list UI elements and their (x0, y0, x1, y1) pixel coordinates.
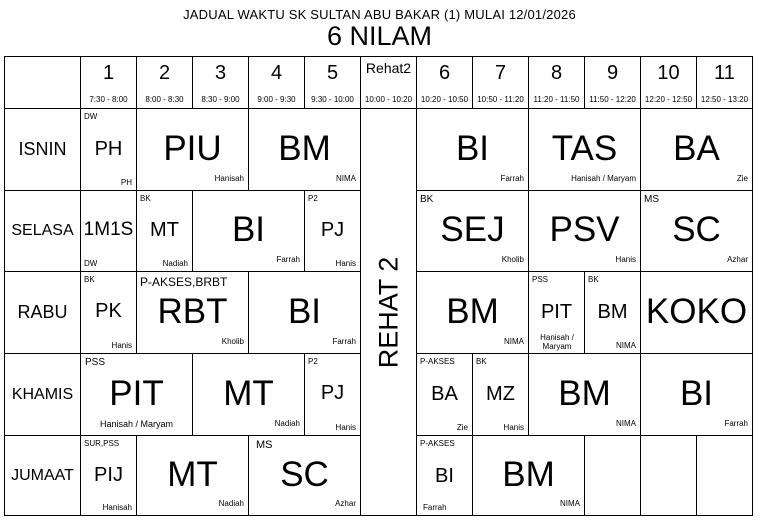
slot-selasa-p10-11 (641, 191, 752, 271)
slot-jumaat-p6 (417, 436, 472, 515)
subject-code: PIT (540, 301, 573, 323)
slot-isnin-p6-7 (417, 109, 528, 190)
day-label-selasa (5, 191, 80, 271)
subject-code: MT (167, 455, 218, 494)
day-name: KHAMIS (11, 385, 74, 403)
period-number: 6 (438, 62, 451, 84)
period-header-9 (585, 57, 640, 108)
slot-jumaat-p9 (585, 436, 640, 515)
period-time: 9:30 - 10:00 (311, 95, 354, 104)
slot-isnin-p4-5 (249, 109, 360, 190)
period-number: 11 (714, 62, 735, 84)
slot-jumaat-p10 (641, 436, 696, 515)
teacher-name: Azhar (727, 255, 748, 264)
subject-code: BI (231, 210, 266, 249)
subject-code: TAS (551, 129, 618, 168)
subject-code: BM (278, 129, 331, 168)
subject-code: PSV (549, 210, 620, 249)
period-number: 10 (657, 62, 680, 84)
teacher-name: Hanisah (102, 503, 132, 512)
period-time: 12:50 - 13:20 (700, 95, 749, 104)
period-number: 9 (606, 62, 619, 84)
period-number: 8 (550, 62, 563, 84)
subject-code: BA (431, 383, 458, 405)
slot-selasa-p5 (305, 191, 360, 271)
teacher-name: Zie (736, 174, 748, 183)
subject-code: PIU (163, 129, 222, 168)
teacher-name: Azhar (335, 499, 356, 508)
slot-jumaat-p2-3 (137, 436, 248, 515)
day-label-rabu (5, 272, 80, 353)
slot-tag: BK (588, 275, 599, 284)
subject-code: MT (223, 374, 274, 413)
period-header-11 (697, 57, 752, 108)
period-time: 9:00 - 9:30 (257, 95, 296, 104)
timetable-grid (4, 56, 753, 516)
subject-code: PIJ (94, 464, 123, 486)
slot-tag: P-AKSES,BRBT (140, 275, 228, 289)
subject-code: BM (446, 292, 499, 331)
period-number: 1 (102, 62, 115, 84)
subject-code: BI (287, 292, 322, 331)
subject-code: PIT (109, 374, 164, 413)
period-header-6 (417, 57, 472, 108)
teacher-name: Hanis (335, 423, 356, 432)
teacher-name: Hanis (503, 423, 524, 432)
rehat-header (361, 57, 416, 108)
slot-tag: P2 (308, 357, 318, 366)
slot-tag: BK (476, 357, 487, 366)
day-label-khamis (5, 354, 80, 435)
teacher-name: Nadiah (274, 419, 300, 428)
slot-selasa-p1 (81, 191, 136, 271)
teacher-name: Hanis (111, 341, 132, 350)
slot-selasa-p2 (137, 191, 192, 271)
teacher-name: Hanisah / Maryam (540, 333, 574, 351)
teacher-name: NIMA (336, 174, 356, 183)
period-time: 8:30 - 9:00 (201, 95, 240, 104)
slot-rabu-p4-5 (249, 272, 360, 353)
teacher-name: Hanis (615, 255, 636, 264)
subject-code: BM (597, 301, 628, 323)
slot-tag: P-AKSES (420, 357, 455, 366)
slot-rabu-p1 (81, 272, 136, 353)
slot-tag: BK (420, 194, 434, 205)
rehat-vertical-label: REHAT 2 (373, 256, 404, 368)
slot-khamis-p1-2 (81, 354, 192, 435)
slot-khamis-p3-4 (193, 354, 304, 435)
day-name: SELASA (11, 222, 74, 239)
slot-tag: DW (84, 259, 98, 268)
slot-tag: SUR,PSS (84, 439, 120, 448)
slot-isnin-p2-3 (137, 109, 248, 190)
subject-code: BI (435, 465, 454, 487)
period-number: 2 (158, 62, 171, 84)
subject-code: MZ (486, 383, 515, 405)
slot-tag: PSS (532, 275, 549, 284)
subject-code: BI (679, 374, 714, 413)
slot-selasa-p8-9 (529, 191, 640, 271)
teacher-name: Farrah (332, 337, 356, 346)
period-number: 7 (494, 62, 507, 84)
subject-code: BM (558, 374, 611, 413)
slot-tag: MS (256, 439, 273, 451)
slot-tag: P2 (308, 194, 318, 203)
subject-code: RBT (157, 292, 228, 331)
slot-isnin-p8-9 (529, 109, 640, 190)
subject-code: BA (673, 129, 720, 168)
slot-tag: BK (84, 275, 95, 284)
subject-code: PJ (320, 219, 345, 241)
teacher-name: NIMA (560, 499, 580, 508)
period-header-8 (529, 57, 584, 108)
slot-jumaat-p7-8 (473, 436, 584, 515)
teacher-name: Farrah (276, 255, 300, 264)
teacher-name: Hanis (335, 259, 356, 268)
timetable-title: JADUAL WAKTU SK SULTAN ABU BAKAR (1) MULAI 12/01/2026 (183, 7, 576, 22)
subject-code: SC (672, 210, 721, 249)
period-time: 10:50 - 11:20 (477, 95, 524, 104)
teacher-name: Hanisah / Maryam (571, 174, 636, 183)
teacher-name: Farrah (724, 419, 748, 428)
teacher-name: Farrah (500, 174, 524, 183)
period-header-4 (249, 57, 304, 108)
slot-tag: BK (140, 194, 151, 203)
teacher-name: NIMA (616, 419, 636, 428)
slot-jumaat-p11 (697, 436, 752, 515)
period-header-10 (641, 57, 696, 108)
slot-khamis-p6 (417, 354, 472, 435)
period-time: 12:20 - 12:50 (644, 95, 693, 104)
teacher-name: NIMA (504, 337, 524, 346)
teacher-name: Kholib (221, 337, 244, 346)
teacher-name: Nadiah (162, 259, 188, 268)
subject-code: PJ (320, 382, 345, 404)
teacher-name: Nadiah (218, 499, 244, 508)
period-time: 11:50 - 12:20 (589, 95, 636, 104)
slot-tag: PSS (85, 357, 106, 368)
subject-code: BI (455, 129, 490, 168)
subject-code: BM (502, 455, 555, 494)
slot-rabu-p6-7 (417, 272, 528, 353)
slot-tag: DW (84, 112, 98, 121)
period-header-7 (473, 57, 528, 108)
slot-rabu-p10-11 (641, 272, 752, 353)
rehat-column (361, 109, 416, 515)
slot-jumaat-p4-5 (249, 436, 360, 515)
rehat-label: Rehat2 (365, 60, 412, 76)
teacher-name: NIMA (616, 341, 636, 350)
subject-code: MT (150, 219, 179, 241)
teacher-name: Hanisah (214, 174, 244, 183)
slot-khamis-p10-11 (641, 354, 752, 435)
period-time: 8:00 - 8:30 (145, 95, 184, 104)
period-number: 5 (326, 62, 339, 84)
subject-code: 1M1S (83, 219, 134, 240)
slot-khamis-p8-9 (529, 354, 640, 435)
subject-code: SEJ (440, 210, 505, 249)
subject-code: KOKO (645, 292, 748, 331)
period-number: 3 (214, 62, 227, 84)
slot-isnin-p10-11 (641, 109, 752, 190)
slot-selasa-p6-7 (417, 191, 528, 271)
teacher-name: PH (120, 178, 132, 187)
subject-code: PH (94, 138, 123, 160)
period-time: 7:30 - 8:00 (89, 95, 128, 104)
period-header-2 (137, 57, 192, 108)
slot-isnin-p1 (81, 109, 136, 190)
teacher-name: Zie (456, 423, 468, 432)
teacher-name: Kholib (501, 255, 524, 264)
period-header-5 (305, 57, 360, 108)
slot-khamis-p5 (305, 354, 360, 435)
slot-rabu-p9 (585, 272, 640, 353)
slot-rabu-p8 (529, 272, 584, 353)
period-header-3 (193, 57, 248, 108)
period-time: 11:20 - 11:50 (533, 95, 580, 104)
slot-tag: P-AKSES (420, 439, 455, 448)
slot-tag: MS (644, 194, 659, 205)
period-time: 10:20 - 10:50 (420, 95, 469, 104)
teacher-name: Hanisah / Maryam (99, 419, 174, 429)
day-name: JUMAAT (11, 466, 74, 484)
period-number: 4 (270, 62, 283, 84)
day-name: ISNIN (18, 139, 67, 159)
slot-rabu-p2-3 (137, 272, 248, 353)
class-name: 6 NILAM (326, 21, 433, 51)
rehat-time: 10:00 - 10:20 (364, 95, 413, 104)
slot-selasa-p3-4 (193, 191, 304, 271)
subject-code: SC (280, 455, 329, 494)
slot-jumaat-p1 (81, 436, 136, 515)
day-label-jumaat (5, 436, 80, 515)
day-name: RABU (17, 302, 68, 322)
subject-code: PK (95, 300, 122, 322)
slot-khamis-p7 (473, 354, 528, 435)
day-label-isnin (5, 109, 80, 190)
period-header-1 (81, 57, 136, 108)
teacher-name: Farrah (423, 503, 447, 512)
